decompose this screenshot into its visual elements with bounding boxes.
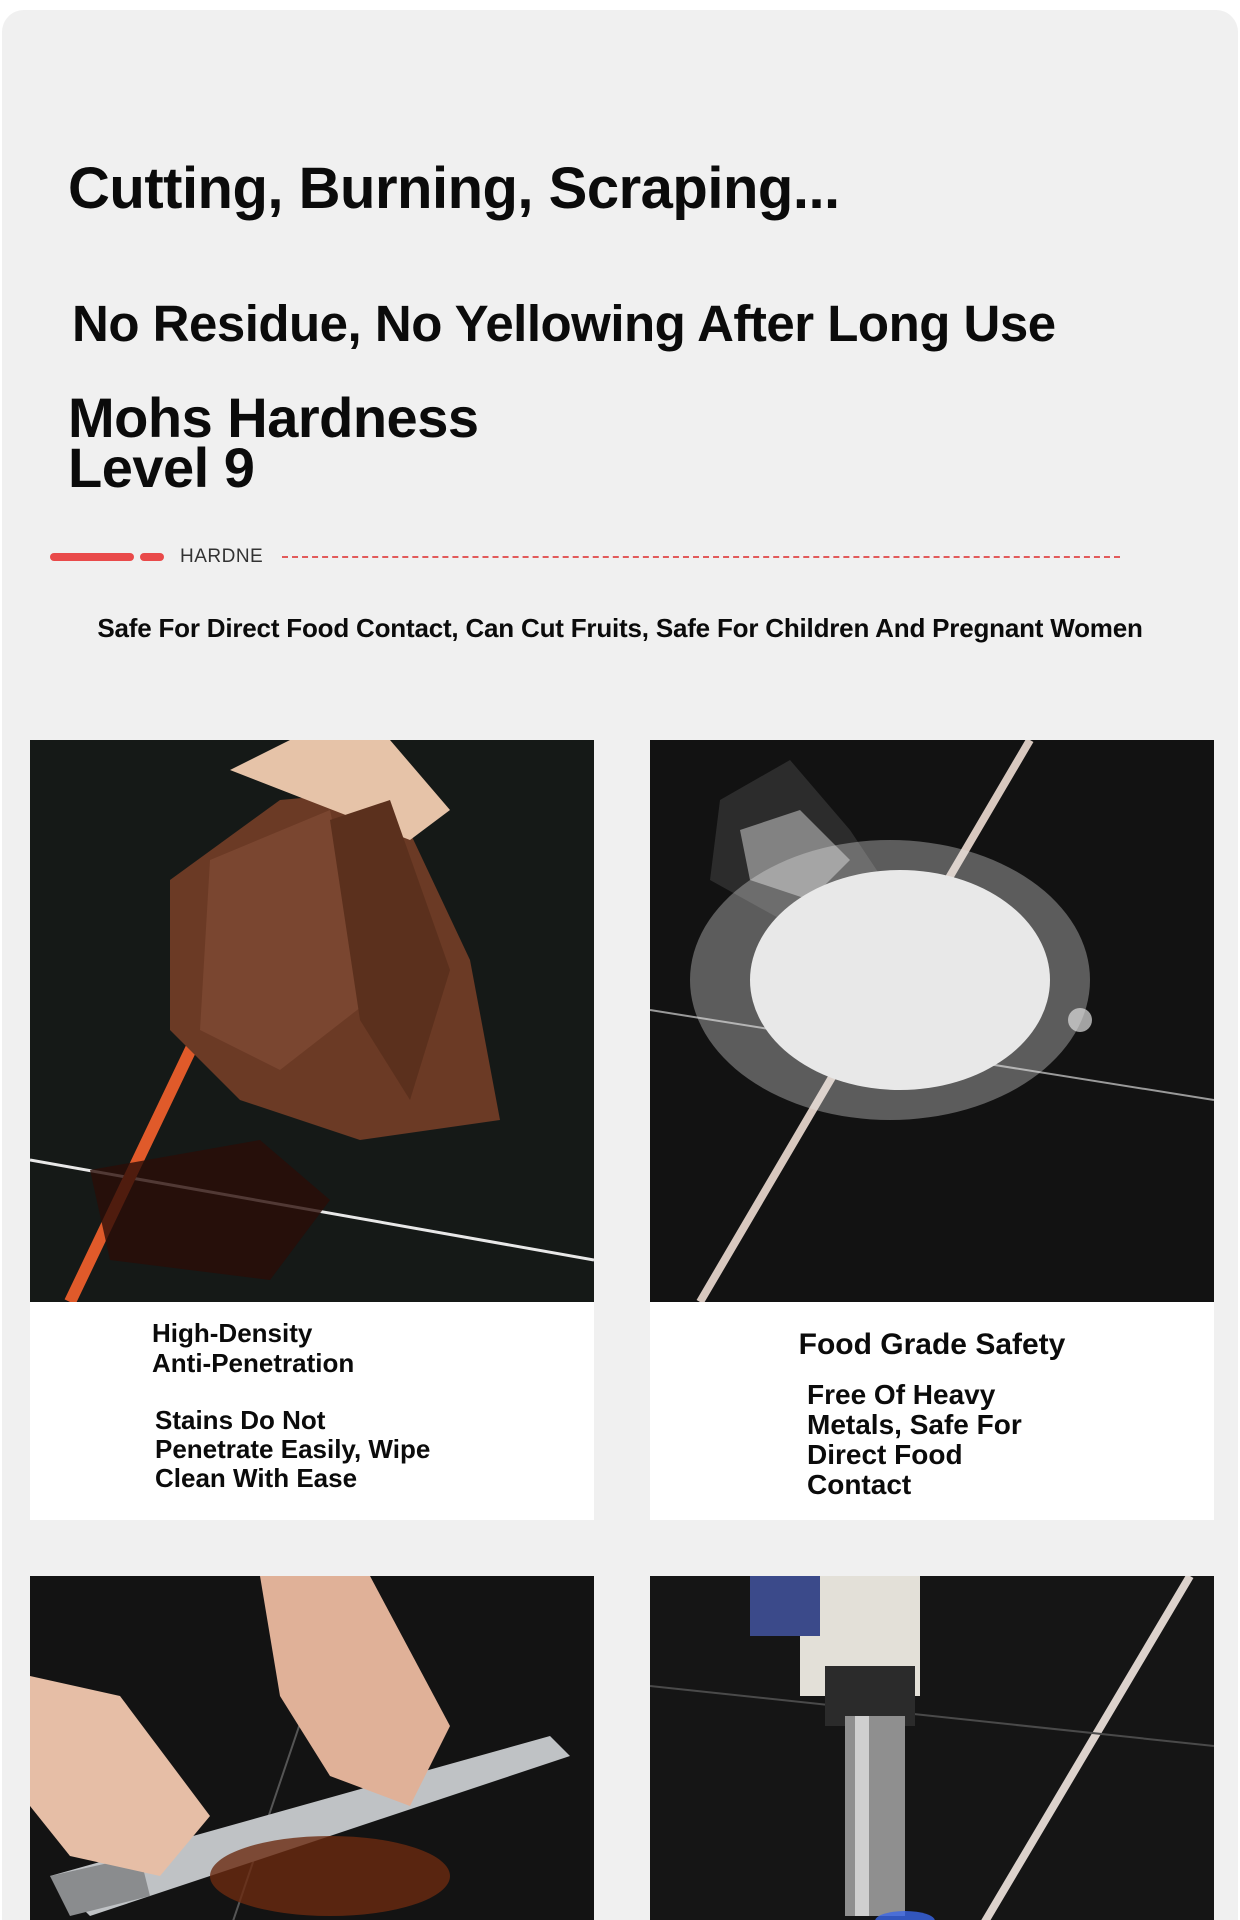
divider-bar-short <box>140 553 164 561</box>
hardness-line-2: Level 9 <box>68 436 255 499</box>
knife-scraping-illustration <box>30 1576 594 1920</box>
divider-label: HARDNE <box>180 546 264 567</box>
feature-card-food-grade <box>650 740 1214 1520</box>
divider-bar-long <box>50 553 134 561</box>
card-title-food-grade: Food Grade Safety <box>798 1328 1066 1361</box>
card-body-line: Stains Do Not <box>155 1405 326 1435</box>
card-title-line: High-Density <box>152 1318 313 1348</box>
feature-card-scrape-resistant <box>30 1576 594 1920</box>
card-body-line: Free Of Heavy <box>807 1379 996 1410</box>
towel-wiping-spill-illustration <box>30 740 594 1302</box>
hardness-title <box>68 386 479 499</box>
card-body-line: Direct Food <box>807 1439 963 1470</box>
feature-card-anti-penetration <box>30 740 594 1520</box>
card-title-anti-penetration <box>152 1318 354 1378</box>
subheadline: No Residue, No Yellowing After Long Use <box>72 295 1056 352</box>
headline: Cutting, Burning, Scraping... <box>68 156 840 221</box>
card-body-line: Contact <box>807 1469 912 1500</box>
powder-on-slab-photo <box>650 740 1214 1302</box>
card-body-line: Clean With Ease <box>155 1463 358 1493</box>
card-body-food-grade <box>807 1380 1022 1500</box>
torch-burning-illustration <box>650 1576 1214 1920</box>
card-body-anti-penetration <box>155 1406 430 1493</box>
card-body-line: Metals, Safe For <box>807 1409 1022 1440</box>
section-divider <box>50 542 1120 572</box>
card-body-line: Penetrate Easily, Wipe <box>155 1434 431 1464</box>
hardness-line-1: Mohs Hardness <box>68 386 479 449</box>
feature-card-burn-resistant <box>650 1576 1214 1920</box>
content-panel <box>2 10 1238 1920</box>
torch-burning-photo <box>650 1576 1214 1920</box>
knife-scraping-photo <box>30 1576 594 1920</box>
powder-on-slab-illustration <box>650 740 1214 1302</box>
card-title-line: Anti-Penetration <box>152 1348 355 1378</box>
divider-dashed-line <box>282 556 1120 558</box>
towel-wiping-spill-photo <box>30 740 594 1302</box>
tagline: Safe For Direct Food Contact, Can Cut Fruits, Safe For Children And Pregnant Women <box>97 613 1143 643</box>
